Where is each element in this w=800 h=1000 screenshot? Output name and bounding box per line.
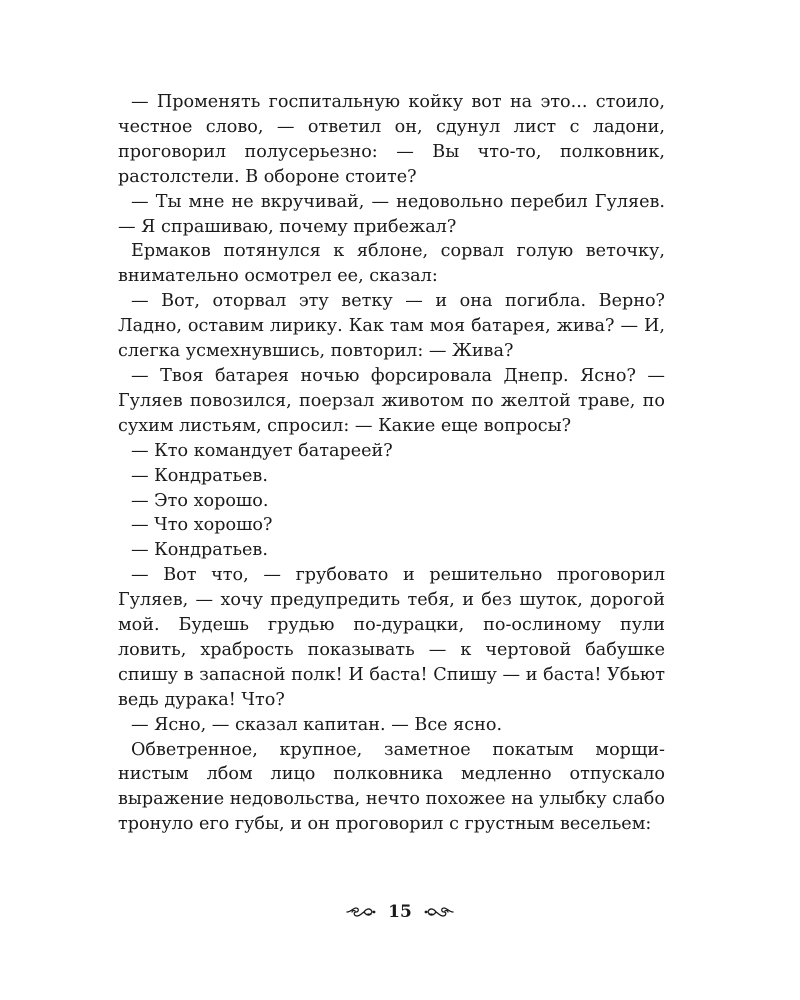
paragraph-13: Обветренное, крупное, заметное покатым морщинистым лбом лицо полковника медленно отпускало выражение недовольства, нечто похожее на улыбку слабо тронуло его губы, и он проговорил с грустным весельем: (118, 739, 665, 835)
paragraph-12: — Ясно, — сказал капитан. — Все ясно. (131, 714, 503, 735)
paragraph-6: — Кто командует батареей? (131, 440, 393, 461)
paragraph-8: — Это хорошо. (131, 490, 269, 511)
paragraph-11: — Вот что, — грубовато и решительно проговорил Гуляев, — хочу предупредить тебя, и без шуток, дорогой мой. Будешь грудью по-дурацки, по-ослиному пули ловить, храбрость показывать — к чертовой бабушке спишу в запасной полк! И баста! Спишу — и баста! Убьют ведь дурака! Что? (118, 565, 665, 710)
page-number: 15 (388, 902, 412, 922)
paragraph-9: — Что хорошо? (131, 515, 273, 536)
fleuron-left-icon (346, 904, 376, 920)
page-footer (0, 902, 800, 922)
paragraph-4: — Вот, оторвал эту ветку — и она погибла. Верно? Ладно, оставим лирику. Как там моя батарея, жива? — И, слегка усмехнувшись, повторил: — Жива? (118, 291, 665, 362)
paragraph-2: — Ты мне не вкручивай, — недовольно перебил Гуляев. — Я спрашиваю, почему прибежал? (118, 191, 665, 237)
fleuron-right-icon (424, 904, 454, 920)
paragraph-7: — Кондратьев. (131, 465, 268, 486)
paragraph-3: Ермаков потянулся к яблоне, сорвал голую веточку, внимательно осмотрел ее, сказал: (118, 241, 665, 287)
paragraph-1: — Променять госпитальную койку вот на это... стоило, честное слово, — ответил он, сдунул лист с ладони, проговорил полусерьезно: — Вы что-то, полковник, растолстели. В обороне стоите? (118, 92, 665, 187)
paragraph-10: — Кондратьев. (131, 540, 268, 561)
page-body-text (118, 90, 665, 837)
paragraph-5: — Твоя батарея ночью форсировала Днепр. Ясно? — Гуляев повозился, поерзал животом по желтой траве, по сухим листьям, спросил: — Какие еще вопросы? (118, 365, 665, 436)
